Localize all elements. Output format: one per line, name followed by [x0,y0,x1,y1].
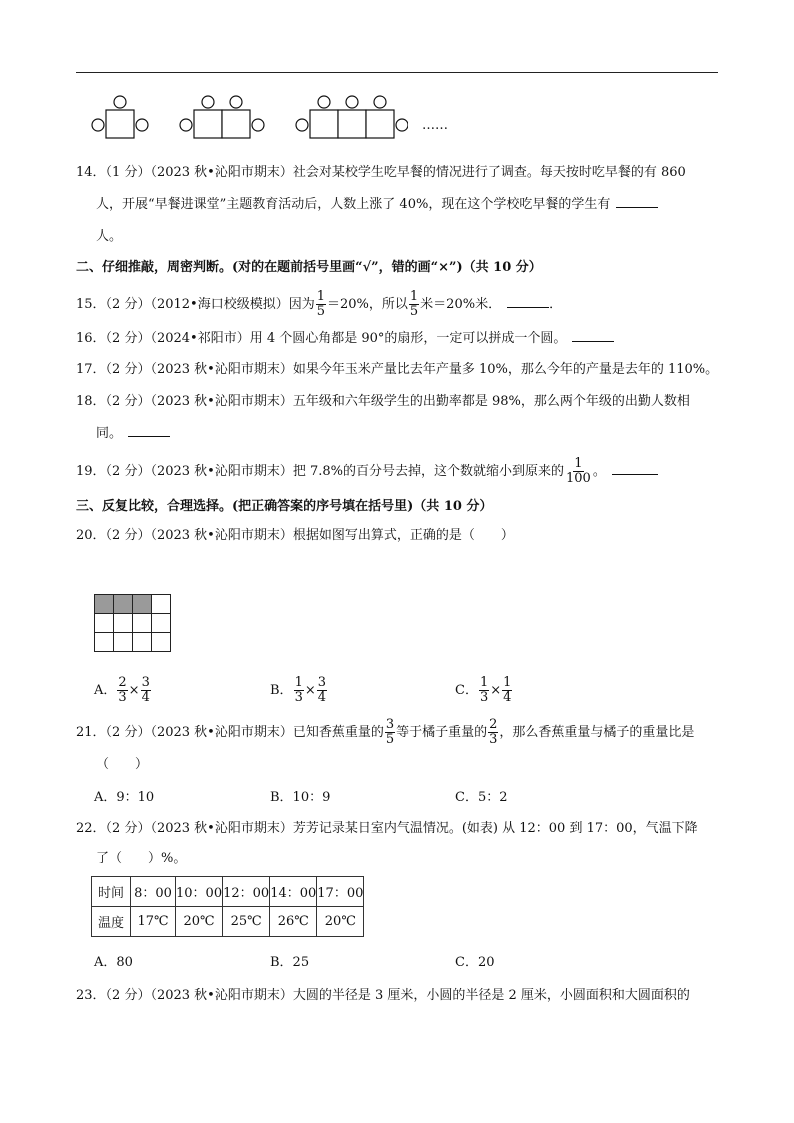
question-14-line2 [96,195,658,215]
fraction-numerator: 1 [479,675,489,690]
table-cell: 17℃ [131,907,176,937]
fraction-numerator: 3 [317,675,327,690]
fraction-denominator: 5 [409,304,419,319]
fraction-numerator: 1 [294,675,303,690]
answer-blank-16[interactable] [572,329,614,342]
question-20-stem: 20．（2 分）（2023 秋•沁阳市期末）根据如图写出算式，正确的是（ ） [76,528,514,543]
fraction-numerator: 3 [141,675,150,690]
fraction-denominator: 4 [503,690,512,705]
fraction-numerator: 2 [489,717,498,732]
question-19-prefix: 19．（2 分）（2023 秋•沁阳市期末）把 7.8%的百分号去掉，这个数就缩小到原来的 [76,464,564,479]
q22-option-a[interactable]: A．80 [94,955,133,970]
question-23-line1: 23．（2 分）（2023 秋•沁阳市期末）大圆的半径是 3 厘米，小圆的半径是 2 厘米，小圆面积和大圆面积的 [76,988,690,1003]
fraction-denominator: 100 [566,471,591,486]
answer-blank-18[interactable] [128,424,170,437]
fraction-denominator: 4 [317,690,327,705]
question-15-tail: ． [549,297,563,312]
question-19-suffix: 。 [592,464,606,479]
table-seating-figure [88,92,408,144]
table-cell: 26℃ [270,907,317,937]
question-19 [76,457,658,486]
question-14-line2-text: 人，开展“早餐进课堂”主题教育活动后，人数上涨了 40%，现在这个学校吃早餐的学生有 [96,197,611,212]
table-cell: 10：00 [176,877,223,907]
table-row [92,877,364,907]
q20-option-b[interactable] [270,676,328,705]
question-21-prefix: 21．（2 分）（2023 秋•沁阳市期末）已知香蕉重量的 [76,725,384,740]
fraction-denominator: 5 [385,732,395,747]
question-16-text: 16．（2 分）（2024•祁阳市）用 4 个圆心角都是 90°的扇形，一定可以拼成一个圆。 [76,331,567,346]
fraction [317,676,327,705]
question-14-line3: 人。 [96,229,123,244]
fraction-one-hundredth [565,457,592,486]
q22-option-b[interactable]: B．25 [270,955,310,970]
section-2-heading: 二、仔细推敲，周密判断。(对的在题前括号里画“√”，错的画“×”)（共 10 分） [76,260,542,275]
question-16 [76,329,614,349]
grid-cell [95,595,114,614]
grid-cell [95,633,114,652]
fraction-numerator: 2 [118,675,127,690]
question-15-mid: ＝20%，所以 [326,297,408,312]
fraction-one-fifth-2 [409,290,419,319]
fraction-denominator: 3 [489,732,498,747]
table-cell: 17：00 [317,877,364,907]
answer-blank-19[interactable] [612,462,658,475]
grid-cell [152,633,171,652]
fraction-numerator: 1 [316,289,325,304]
option-label: C． [455,683,478,698]
question-22-line1: 22．（2 分）（2023 秋•沁阳市期末）芳芳记录某日室内气温情况。(如表) 从 12：00 到 17：00，气温下降 [76,821,698,836]
table-cell: 时间 [92,877,131,907]
q22-option-c[interactable]: C．20 [455,955,495,970]
q21-option-c[interactable]: C．5：2 [455,790,508,805]
grid-cell [152,595,171,614]
grid-cell [152,614,171,633]
grid-cell [133,633,152,652]
table-cell: 12：00 [223,877,270,907]
table-row [92,907,364,937]
section-3-heading: 三、反复比较，合理选择。(把正确答案的序号填在括号里)（共 10 分） [76,499,493,514]
fraction-denominator: 4 [141,690,150,705]
header-rule [76,72,718,73]
q20-option-c[interactable] [455,676,513,705]
question-17: 17．（2 分）（2023 秋•沁阳市期末）如果今年玉米产量比去年产量多 10%，那么今年的产量是去年的 110%。 [76,362,719,377]
temperature-table [91,876,364,937]
option-label: B． [270,683,293,698]
fraction-three-fifths [385,718,395,747]
question-15 [76,290,562,319]
fraction-numerator: 1 [503,675,512,690]
figure-ellipsis: …… [422,118,448,133]
fraction [294,676,304,705]
grid-cell [114,595,133,614]
grid-cell [95,614,114,633]
question-22-line2: 了（ ）%。 [96,851,187,866]
times-sign: × [304,683,316,698]
table-cell: 20℃ [176,907,223,937]
table-cell: 14：00 [270,877,317,907]
grid-cell [114,633,133,652]
fraction [502,676,512,705]
fraction-one-fifth [316,290,326,319]
question-21-suffix: ，那么香蕉重量与橘子的重量比是 [499,725,695,740]
fraction [141,676,151,705]
question-21-line1 [76,718,694,747]
grid-cell [133,614,152,633]
question-15-suffix: 米＝20%米． [420,297,502,312]
question-21-line2: （ ） [96,757,149,772]
fraction-two-thirds [488,718,498,747]
fraction-denominator: 3 [479,690,489,705]
table-cell: 温度 [92,907,131,937]
fraction-numerator: 1 [409,289,419,304]
option-label: A． [94,683,117,698]
fraction-denominator: 5 [316,304,325,319]
fraction-numerator: 3 [385,717,395,732]
question-18-line2 [96,424,170,444]
q21-option-b[interactable]: B．10：9 [270,790,331,805]
shaded-grid-figure [94,594,171,652]
q20-option-a[interactable] [94,676,152,705]
table-cell: 8：00 [131,877,176,907]
table-cell: 25℃ [223,907,270,937]
fraction-denominator: 3 [294,690,303,705]
question-21-mid: 等于橘子重量的 [396,725,488,740]
grid-cell [114,614,133,633]
question-14-line1: 14．（1 分）（2023 秋•沁阳市期末）社会对某校学生吃早餐的情况进行了调查。每天按时吃早餐的有 860 [76,165,686,180]
fraction-denominator: 3 [118,690,127,705]
question-18-line1: 18．（2 分）（2023 秋•沁阳市期末）五年级和六年级学生的出勤率都是 98%，那么两个年级的出勤人数相 [76,394,690,409]
fraction-numerator: 1 [574,456,583,471]
fraction [117,676,127,705]
table-cell: 20℃ [317,907,364,937]
answer-blank-14[interactable] [616,195,658,208]
answer-blank-15[interactable] [507,295,549,308]
question-18-line2-text: 同。 [96,426,123,441]
grid-cell [133,595,152,614]
times-sign: × [128,683,140,698]
fraction [479,676,489,705]
times-sign: × [490,683,502,698]
q21-option-a[interactable]: A．9：10 [94,790,155,805]
question-15-prefix: 15．（2 分）（2012•海口校级模拟）因为 [76,297,315,312]
